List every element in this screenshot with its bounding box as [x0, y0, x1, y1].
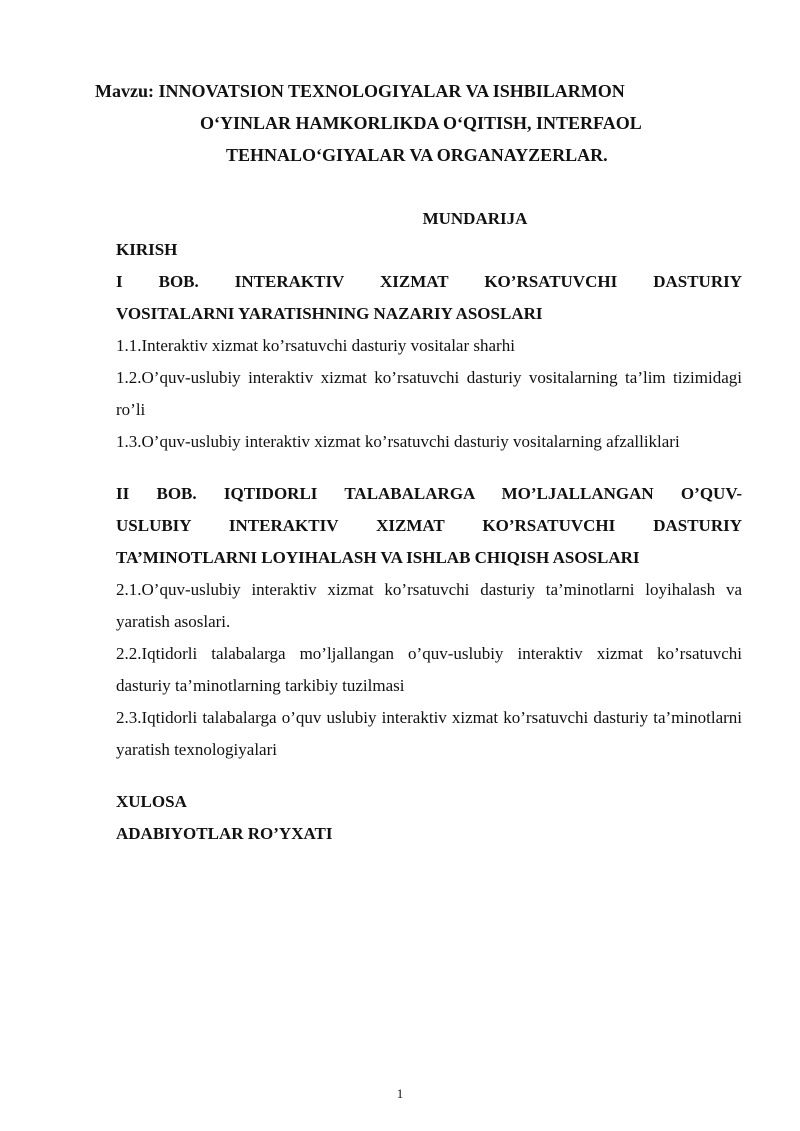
toc-intro: KIRISH: [116, 240, 178, 259]
chapter-1-title-line-2: VOSITALARNI YARATISHNING NAZARIY ASOSLARI: [116, 304, 543, 323]
toc-references: ADABIYOTLAR RO’YXATI: [116, 824, 333, 843]
document-title: [0, 75, 800, 171]
toc-item-2-3: 2.3.Iqtidorli talabalarga o’quv uslubiy interaktiv xizmat ko’rsatuvchi dasturiy ta’minotlarni yaratish texnologiyalari: [116, 708, 742, 759]
page-number: 1: [396, 1086, 404, 1101]
table-of-contents: [116, 204, 742, 850]
toc-item-1-3: 1.3.O’quv-uslubiy interaktiv xizmat ko’rsatuvchi dasturiy vositalarning afzalliklari: [116, 432, 680, 451]
chapter-1-title-line-1: I BOB. INTERAKTIV XIZMAT KO’RSATUVCHI DASTURIY: [116, 272, 742, 291]
title-line-3: TEHNALO‘GIYALAR VA ORGANAYZERLAR.: [226, 145, 608, 165]
toc-item-2-2: 2.2.Iqtidorli talabalarga mo’ljallangan o’quv-uslubiy interaktiv xizmat ko’rsatuvchi dasturiy ta’minotlarning tarkibiy tuzilmasi: [116, 644, 742, 695]
chapter-2-title-line-2: USLUBIY INTERAKTIV XIZMAT KO’RSATUVCHI DASTURIY: [116, 516, 742, 535]
contents-heading: MUNDARIJA: [422, 209, 528, 228]
toc-item-1-1: 1.1.Interaktiv xizmat ko’rsatuvchi dasturiy vositalar sharhi: [116, 336, 515, 355]
chapter-2-title-line-1: II BOB. IQTIDORLI TALABALARGA MO’LJALLANGAN O’QUV-: [116, 484, 742, 503]
title-line-1: Mavzu: INNOVATSION TEXNOLOGIYALAR VA ISHBILARMON: [95, 81, 625, 101]
chapter-2-title-line-3: TA’MINOTLARNI LOYIHALASH VA ISHLAB CHIQISH ASOSLARI: [116, 548, 640, 567]
toc-conclusion: XULOSA: [116, 792, 187, 811]
toc-item-2-1: 2.1.O’quv-uslubiy interaktiv xizmat ko’rsatuvchi dasturiy ta’minotlarni loyihalash va yaratish asoslari.: [116, 580, 742, 631]
toc-item-1-2: 1.2.O’quv-uslubiy interaktiv xizmat ko’rsatuvchi dasturiy vositalarning ta’lim tizimidagi ro’li: [116, 368, 742, 419]
title-line-2: O‘YINLAR HAMKORLIKDA O‘QITISH, INTERFAOL: [200, 113, 642, 133]
